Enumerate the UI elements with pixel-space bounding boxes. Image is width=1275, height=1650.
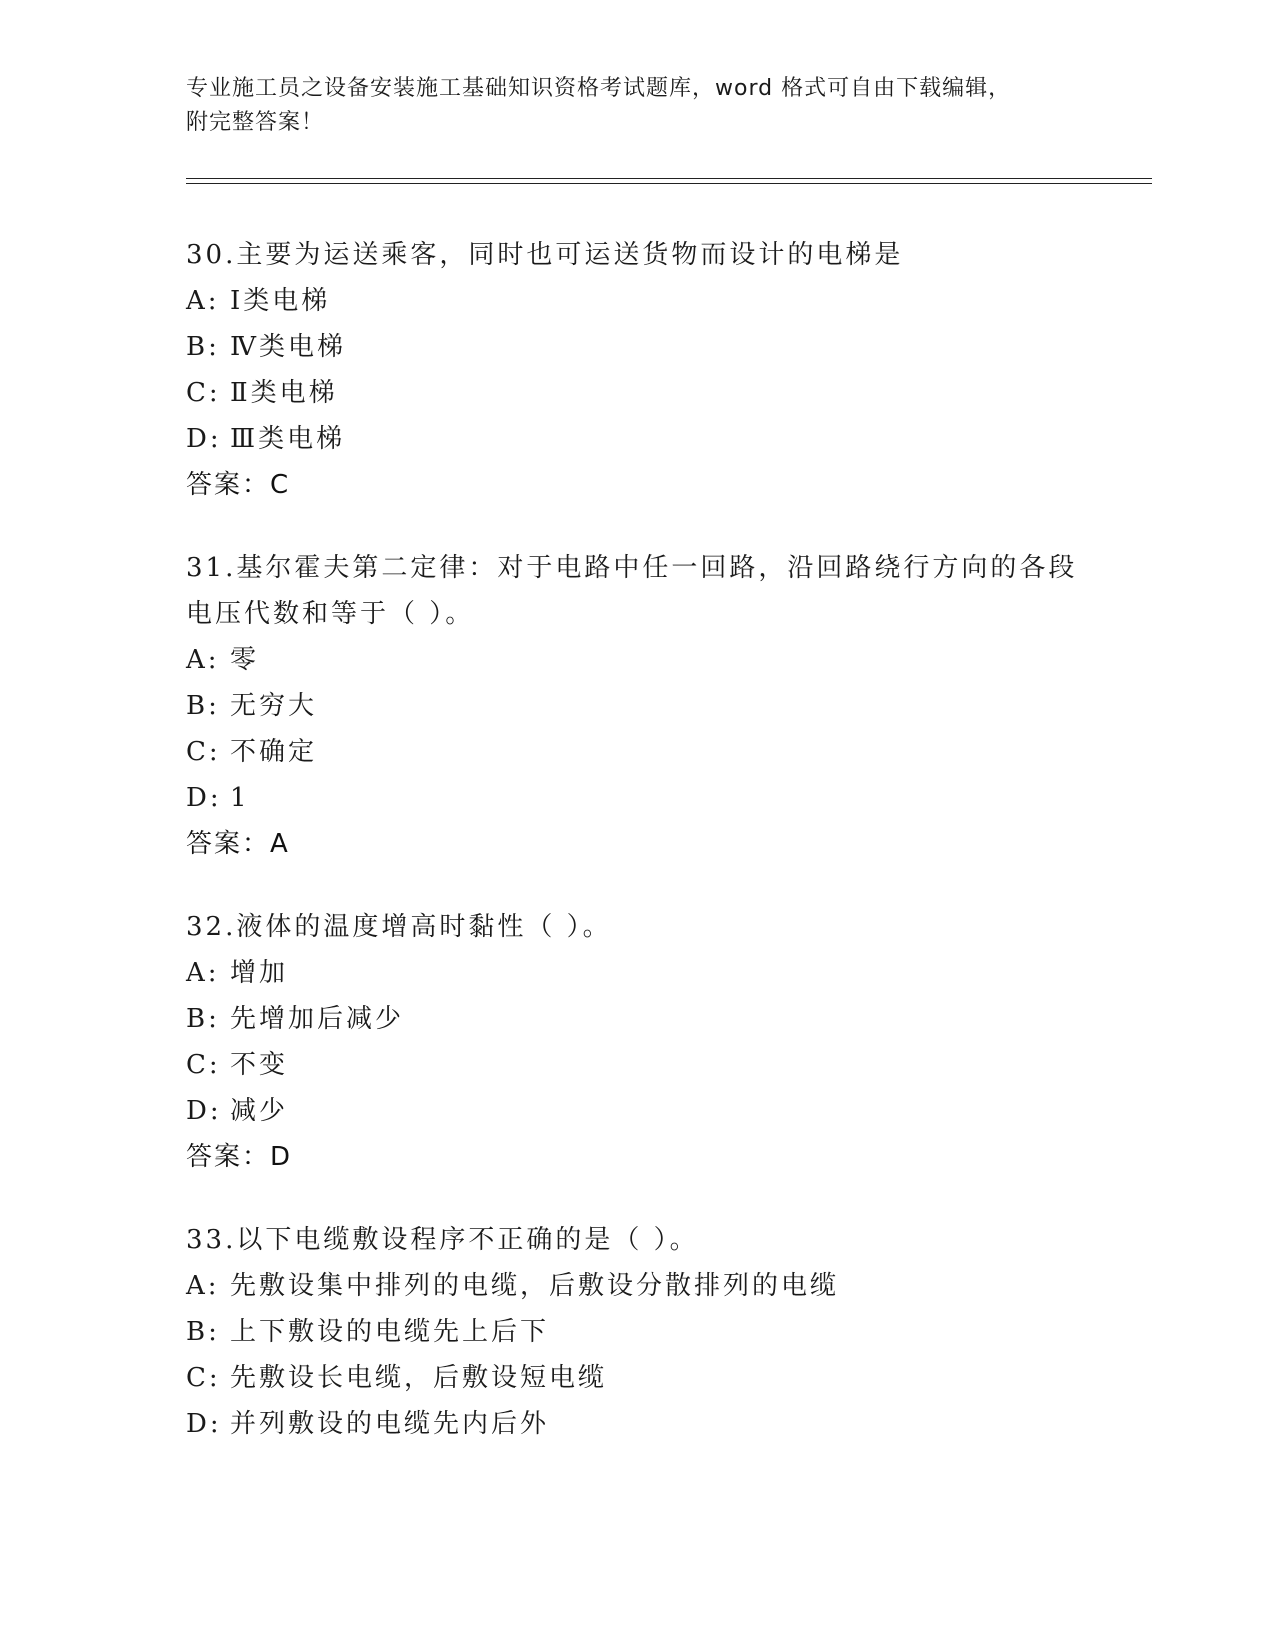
- option-a: [186, 1263, 1086, 1309]
- option-d: [186, 1088, 1086, 1134]
- question-stem: 32.液体的温度增高时黏性（ ）。: [186, 912, 612, 942]
- option-text: 不变: [230, 1050, 289, 1080]
- header-line-2: 附完整答案！: [186, 110, 325, 135]
- option-text: 无穷大: [230, 691, 318, 721]
- option-letter: D:: [186, 783, 222, 813]
- answer-line: 答案：C: [186, 470, 291, 500]
- option-text: 增加: [230, 958, 289, 988]
- option-letter: A:: [186, 958, 220, 988]
- option-text: 先增加后减少: [230, 1004, 405, 1034]
- answer-line: 答案：A: [186, 829, 290, 859]
- header-line-1: 专业施工员之设备安装施工基础知识资格考试题库，word 格式可自由下载编辑，: [186, 76, 1012, 101]
- header-divider-top: [186, 178, 1152, 179]
- question-stem-continued: 电压代数和等于（ ）。: [186, 599, 475, 629]
- option-b: [186, 324, 1086, 370]
- option-text: 上下敷设的电缆先上后下: [230, 1317, 550, 1347]
- question-stem: 33.以下电缆敷设程序不正确的是（ ）。: [186, 1225, 699, 1255]
- option-letter: A:: [186, 645, 220, 675]
- question-33: [186, 1217, 1086, 1447]
- option-a: [186, 637, 1086, 683]
- option-letter: D:: [186, 1096, 222, 1126]
- option-letter: D:: [186, 424, 222, 454]
- option-letter: B:: [186, 332, 220, 362]
- option-text: 减少: [230, 1096, 289, 1126]
- option-a: [186, 950, 1086, 996]
- option-letter: A:: [186, 1271, 220, 1301]
- option-text: 先敷设集中排列的电缆，后敷设分散排列的电缆: [230, 1271, 840, 1301]
- option-text: Ⅳ类电梯: [230, 332, 346, 362]
- option-c: [186, 370, 1086, 416]
- option-letter: C:: [186, 378, 221, 408]
- option-a: [186, 278, 1086, 324]
- option-letter: B:: [186, 1004, 220, 1034]
- option-text: Ⅲ类电梯: [230, 424, 346, 454]
- option-letter: C:: [186, 1363, 221, 1393]
- option-text: 1: [230, 783, 250, 813]
- option-d: [186, 416, 1086, 462]
- answer-line: 答案：D: [186, 1142, 293, 1172]
- option-letter: B:: [186, 1317, 220, 1347]
- option-text: 先敷设长电缆，后敷设短电缆: [230, 1363, 608, 1393]
- question-32: [186, 904, 1086, 1180]
- option-text: Ⅱ类电梯: [230, 378, 338, 408]
- option-c: [186, 1355, 1086, 1401]
- option-letter: C:: [186, 737, 221, 767]
- question-31: [186, 545, 1086, 867]
- option-text: 不确定: [230, 737, 318, 767]
- option-b: [186, 996, 1086, 1042]
- option-text: Ⅰ类电梯: [230, 286, 331, 316]
- option-c: [186, 729, 1086, 775]
- option-b: [186, 1309, 1086, 1355]
- option-b: [186, 683, 1086, 729]
- option-text: 并列敷设的电缆先内后外: [230, 1409, 550, 1439]
- option-c: [186, 1042, 1086, 1088]
- document-header: [186, 72, 1066, 140]
- option-d: [186, 1401, 1086, 1447]
- question-30: [186, 232, 1086, 508]
- option-letter: C:: [186, 1050, 221, 1080]
- question-stem: 30.主要为运送乘客，同时也可运送货物而设计的电梯是: [186, 240, 904, 270]
- option-letter: A:: [186, 286, 220, 316]
- option-d: [186, 775, 1086, 821]
- header-divider-bottom: [186, 183, 1152, 184]
- option-letter: B:: [186, 691, 220, 721]
- question-list: [186, 232, 1086, 1484]
- option-text: 零: [230, 645, 260, 675]
- option-letter: D:: [186, 1409, 222, 1439]
- question-stem: 31.基尔霍夫第二定律：对于电路中任一回路，沿回路绕行方向的各段: [186, 553, 1078, 583]
